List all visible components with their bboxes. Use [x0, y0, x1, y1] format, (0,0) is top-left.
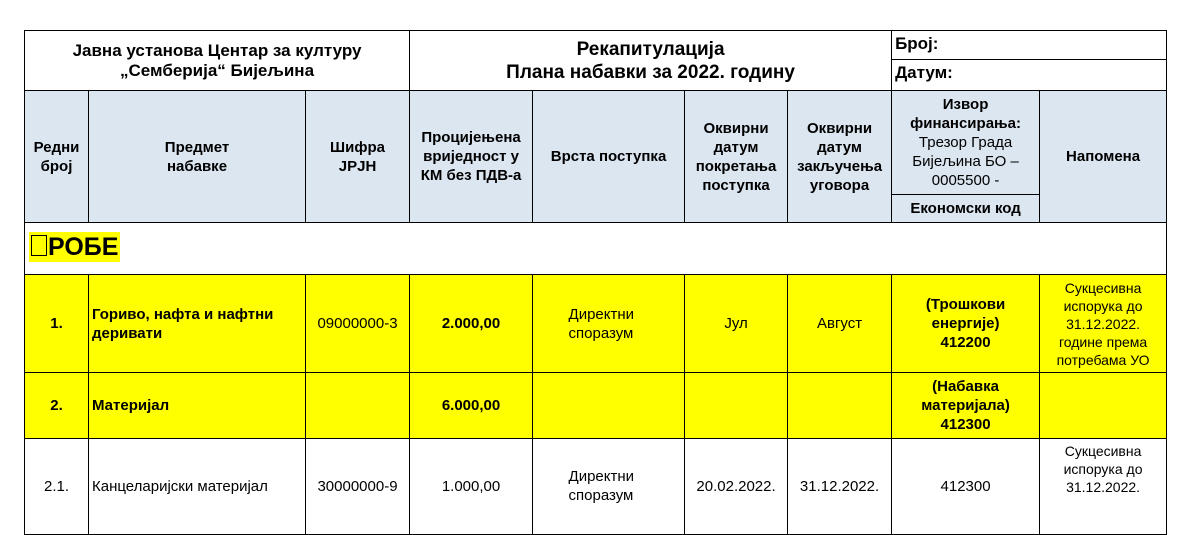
row-end — [788, 373, 892, 439]
col-header-napomena: Напомена — [1040, 91, 1167, 223]
row-note: Сукцесивна испорука до 31.12.2022. — [1040, 439, 1167, 535]
organization-name — [25, 31, 410, 91]
section-row — [25, 223, 1167, 275]
row-subject: Гориво, нафта и нафтни деривати — [89, 275, 306, 373]
checkbox-glyph-icon — [31, 235, 47, 256]
section-label: РОБЕ — [48, 232, 119, 261]
row-value: 6.000,00 — [410, 373, 533, 439]
col-header-izvor — [892, 91, 1040, 195]
row-subject: Материјал — [89, 373, 306, 439]
datum-field: Датум: — [892, 60, 1167, 91]
row-num: 2. — [25, 373, 89, 439]
col-header-vrsta: Врста поступка — [533, 91, 685, 223]
row-code: 09000000-3 — [306, 275, 410, 373]
row-procedure — [533, 275, 685, 373]
section-label-wrap — [29, 232, 120, 262]
procedure-text: Директни споразум — [568, 468, 635, 504]
sifra-label: Шифра JPJH — [330, 138, 385, 175]
row-code: 30000000-9 — [306, 439, 410, 535]
row-procedure — [533, 373, 685, 439]
row-start: Јул — [685, 275, 788, 373]
document-title — [410, 31, 892, 91]
col-header-okvirni-pokretanja: Оквирни датум покретања поступка — [685, 91, 788, 223]
col-header-sifra — [306, 91, 410, 223]
row-note: Сукцесивна испорука до 31.12.2022. године према потребама УО — [1040, 275, 1167, 373]
col-header-predmet — [89, 91, 306, 223]
procurement-plan-table — [24, 30, 1167, 535]
izvor-title: Извор финансирања: — [910, 96, 1021, 132]
org-line-2: „Семберија“ Бијељина — [119, 60, 315, 80]
row-end: 31.12.2022. — [788, 439, 892, 535]
row-start — [685, 373, 788, 439]
col-header-procijenjena: Процијењена вриједност у КМ без ПДВ-а — [410, 91, 533, 223]
row-value: 2.000,00 — [410, 275, 533, 373]
org-line-1: Јавна установа Центар за културу — [72, 40, 362, 60]
table-row — [25, 373, 1167, 439]
procedure-text: Директни споразум — [568, 305, 635, 342]
row-end: Август — [788, 275, 892, 373]
row-code — [306, 373, 410, 439]
row-start: 20.02.2022. — [685, 439, 788, 535]
row-value: 1.000,00 — [410, 439, 533, 535]
row-funding: 412300 — [892, 439, 1040, 535]
table-row — [25, 439, 1167, 535]
predmet-label: Предмет набавке — [164, 138, 230, 175]
broj-field: Број: — [892, 31, 1167, 60]
funding-text: (Набавка материјала) 412300 — [921, 378, 1010, 433]
title-line-1: Рекапитулација — [576, 38, 725, 60]
col-header-okvirni-zakljucenja: Оквирни датум закључења уговора — [788, 91, 892, 223]
row-num: 1. — [25, 275, 89, 373]
izvor-detail: Трезор Града Бијељина БО – 0005500 - — [912, 134, 1019, 189]
row-note — [1040, 373, 1167, 439]
title-line-2: Плана набавки за 2022. годину — [506, 61, 795, 83]
table-row — [25, 275, 1167, 373]
row-subject: Канцеларијски материјал — [89, 439, 306, 535]
row-funding — [892, 373, 1040, 439]
row-procedure — [533, 439, 685, 535]
col-header-redni: Редни број — [25, 91, 89, 223]
row-num: 2.1. — [25, 439, 89, 535]
row-funding — [892, 275, 1040, 373]
col-header-ekonomski-kod: Економски код — [892, 195, 1040, 223]
funding-text: (Трошкови енергије) 412200 — [925, 296, 1006, 351]
